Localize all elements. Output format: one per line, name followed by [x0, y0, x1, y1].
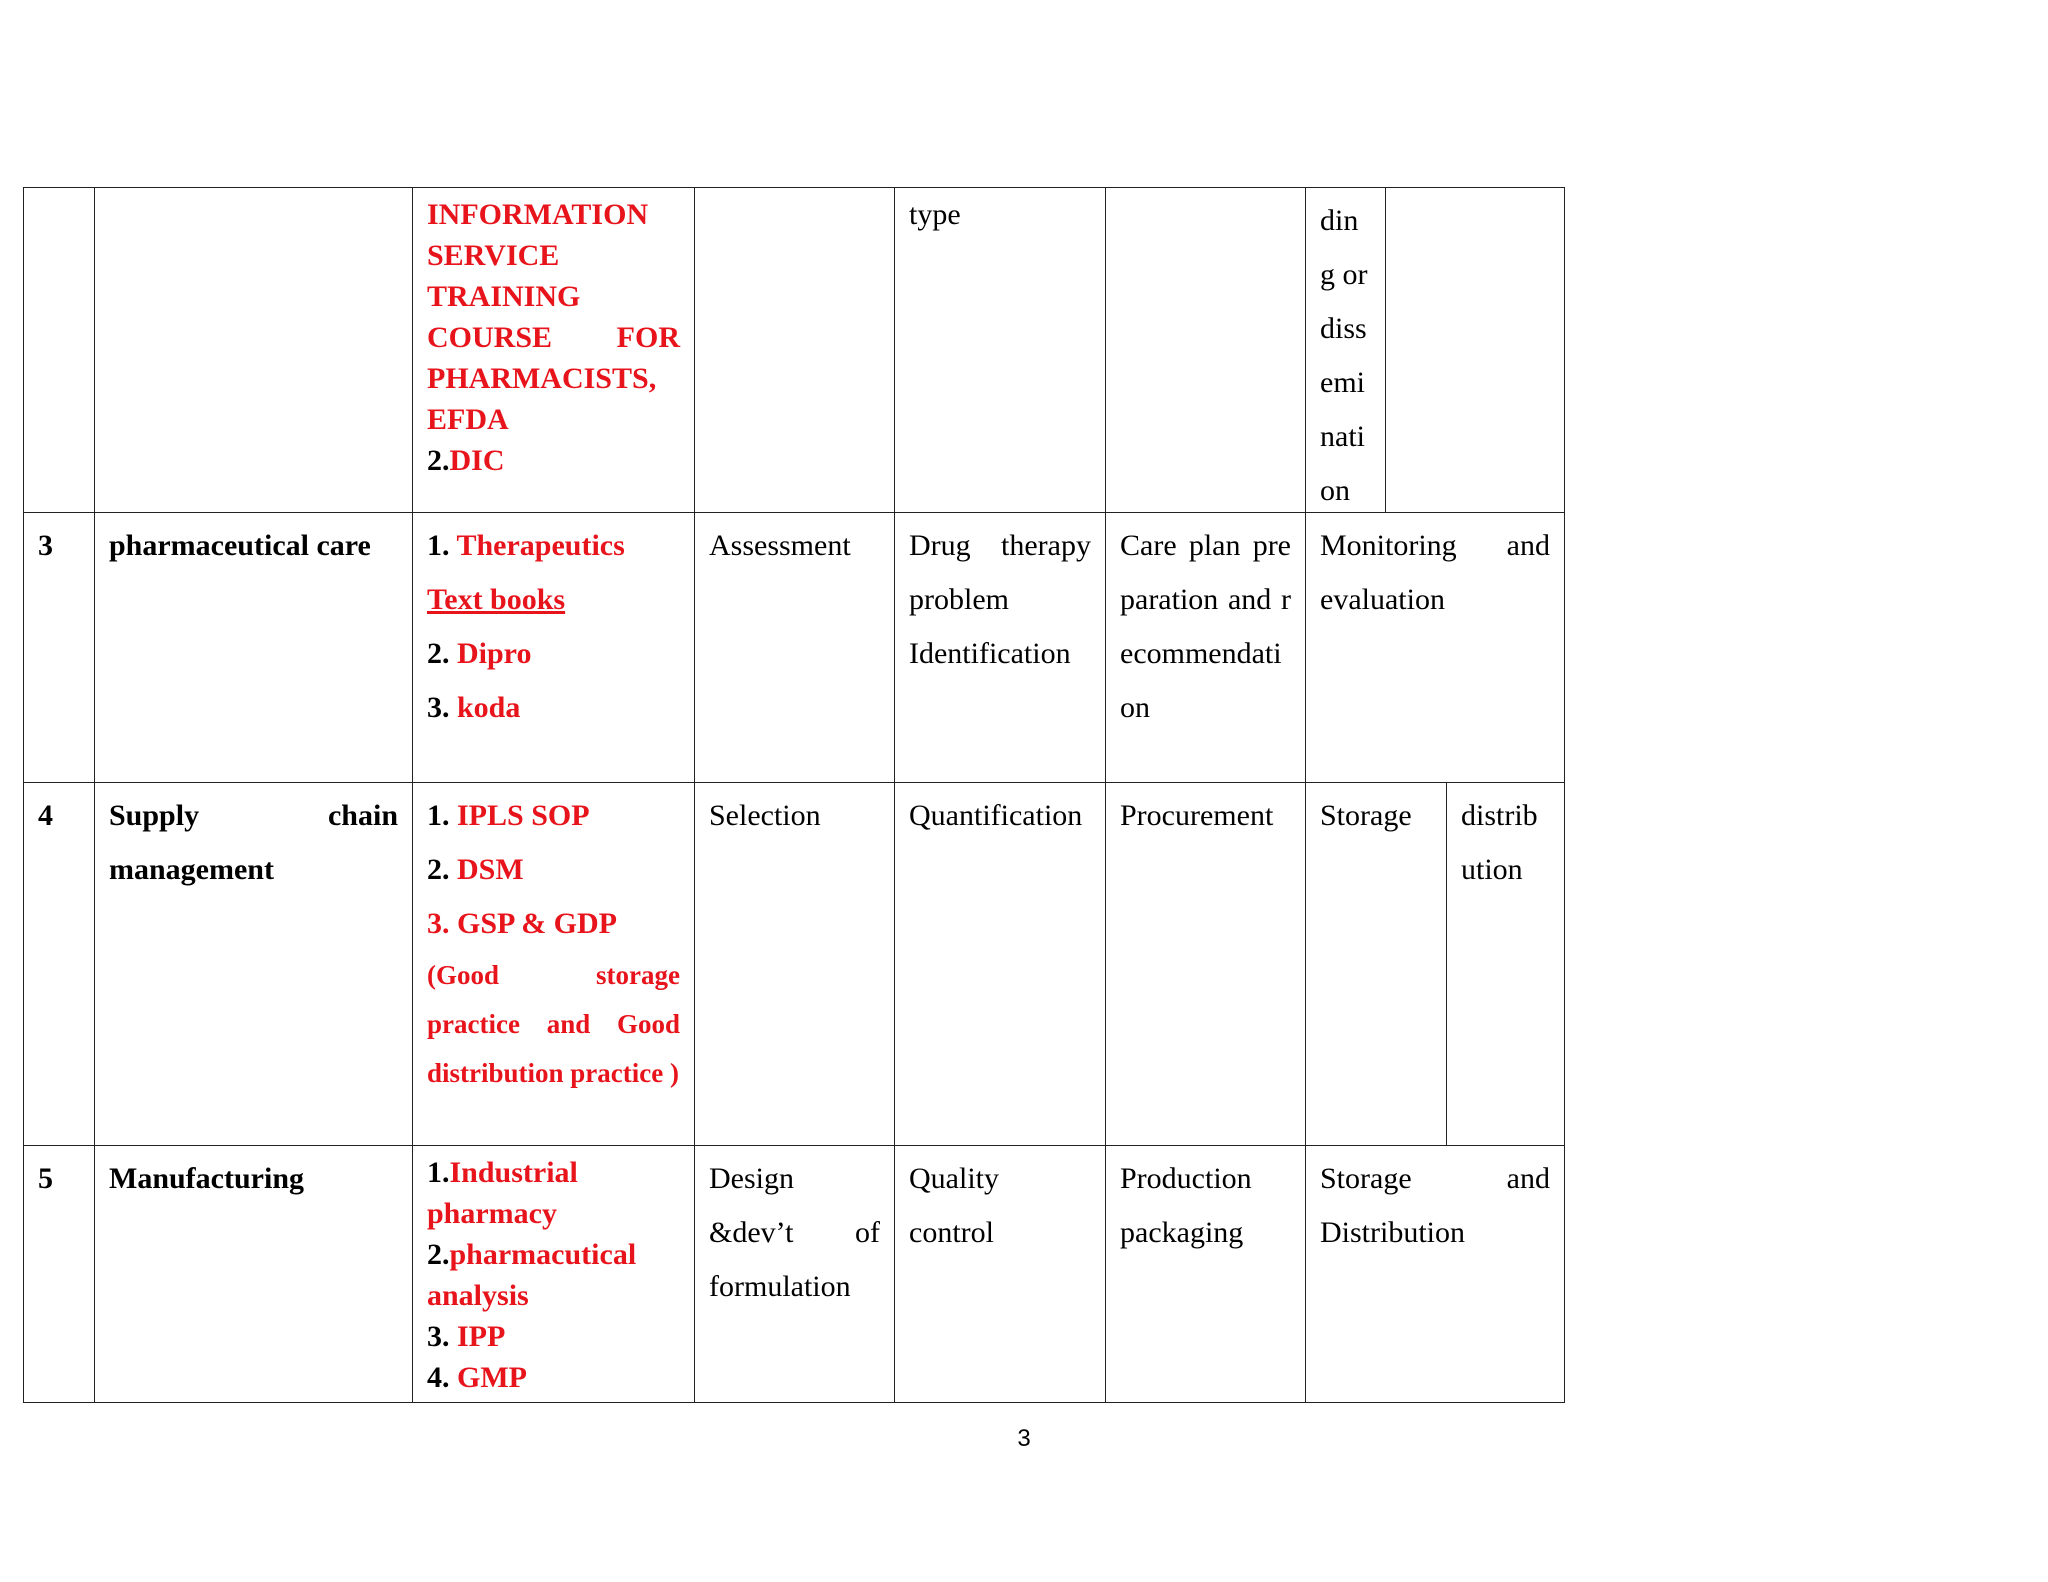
- step-4-cell: Storage and Distribution: [1306, 1146, 1565, 1403]
- practice-area: Supply chain management: [95, 783, 413, 1146]
- table-row: [24, 513, 1565, 783]
- text-fragment: diss: [1320, 312, 1367, 345]
- ref-prefix: 4.: [427, 1361, 457, 1394]
- step-2-cell: Quality control: [895, 1146, 1106, 1403]
- step-1-cell: Selection: [695, 783, 895, 1146]
- step-2-cell: type: [895, 188, 1106, 513]
- ref-line: EFDA: [427, 403, 509, 436]
- text-fragment: emi: [1320, 366, 1365, 399]
- references-cell: [413, 783, 695, 1146]
- ref-line: SERVICE: [427, 239, 560, 272]
- references-cell: [413, 513, 695, 783]
- step-4-cell: Monitoring and evaluation: [1306, 513, 1565, 783]
- ref-prefix: 1.: [427, 799, 457, 832]
- step-2-cell: Quantification: [895, 783, 1106, 1146]
- table-row: [24, 1146, 1565, 1403]
- ref-prefix: 1.: [427, 1156, 450, 1189]
- ref-prefix: 3.: [427, 691, 457, 724]
- practice-area: Manufacturing: [95, 1146, 413, 1403]
- ref-line: COURSE FOR: [427, 321, 680, 354]
- text-fragment: on: [1320, 474, 1350, 507]
- ref-prefix: 2.: [427, 1238, 450, 1271]
- ref-item: IPLS SOP: [457, 799, 590, 832]
- ref-item: DSM: [457, 853, 524, 886]
- ref-line: INFORMATION: [427, 198, 649, 231]
- step-4-cell: [1306, 783, 1565, 1146]
- practice-area: [95, 188, 413, 513]
- ref-item: GMP: [457, 1361, 527, 1394]
- step-4b-cell: distribution: [1461, 799, 1538, 886]
- ref-item: Therapeutics: [456, 529, 625, 562]
- table-row: [24, 188, 1565, 513]
- ref-item: IPP: [457, 1320, 506, 1353]
- text-fragment: nati: [1320, 420, 1365, 453]
- ref-prefix: 2.: [427, 637, 457, 670]
- ref-prefix: 2.: [427, 444, 450, 477]
- text-fragment: g or: [1320, 258, 1368, 291]
- curriculum-table: [23, 187, 1565, 1403]
- ref-item: Industrial pharmacy: [427, 1156, 578, 1230]
- table-row: [24, 783, 1565, 1146]
- step-2-cell: Drug therapy problem Identification: [895, 513, 1106, 783]
- step-1-cell: [695, 188, 895, 513]
- ref-prefix: 1.: [427, 529, 457, 562]
- ref-item: 3. GSP & GDP: [427, 907, 618, 940]
- row-number: 4: [24, 783, 95, 1146]
- ref-item: Dipro: [457, 637, 532, 670]
- practice-area: pharmaceutical care: [95, 513, 413, 783]
- step-1-cell: Assessment: [695, 513, 895, 783]
- ref-dic: DIC: [449, 444, 505, 477]
- step-3-cell: Procurement: [1106, 783, 1306, 1146]
- ref-item: koda: [457, 691, 521, 724]
- ref-line: PHARMACISTS,: [427, 362, 657, 395]
- step-3-cell: Production packaging: [1106, 1146, 1306, 1403]
- text-fragment: din: [1320, 204, 1359, 237]
- row-number: [24, 188, 95, 513]
- ref-prefix: 3.: [427, 1320, 457, 1353]
- ref-item: Text books: [427, 583, 566, 616]
- step-4a-cell: Storage: [1306, 783, 1447, 1145]
- references-cell: [413, 1146, 695, 1403]
- step-3-cell: [1106, 188, 1306, 513]
- references-cell: [413, 188, 695, 513]
- page-number: 3: [1017, 1425, 1031, 1452]
- ref-item: pharmacutical analysis: [427, 1238, 637, 1312]
- step-3-cell: Care plan preparation and recommendation: [1106, 513, 1306, 783]
- step-4a-cell: [1306, 188, 1386, 512]
- row-number: 5: [24, 1146, 95, 1403]
- step-1-cell: Design &dev’t of formulation: [695, 1146, 895, 1403]
- step-4-cell: [1306, 188, 1565, 513]
- row-number: 3: [24, 513, 95, 783]
- ref-prefix: 2.: [427, 853, 457, 886]
- step-4b-cell: [1386, 188, 1564, 512]
- ref-line: TRAINING: [427, 280, 581, 313]
- ref-note: (Good storage practice and Good distribution practice ): [427, 960, 680, 1088]
